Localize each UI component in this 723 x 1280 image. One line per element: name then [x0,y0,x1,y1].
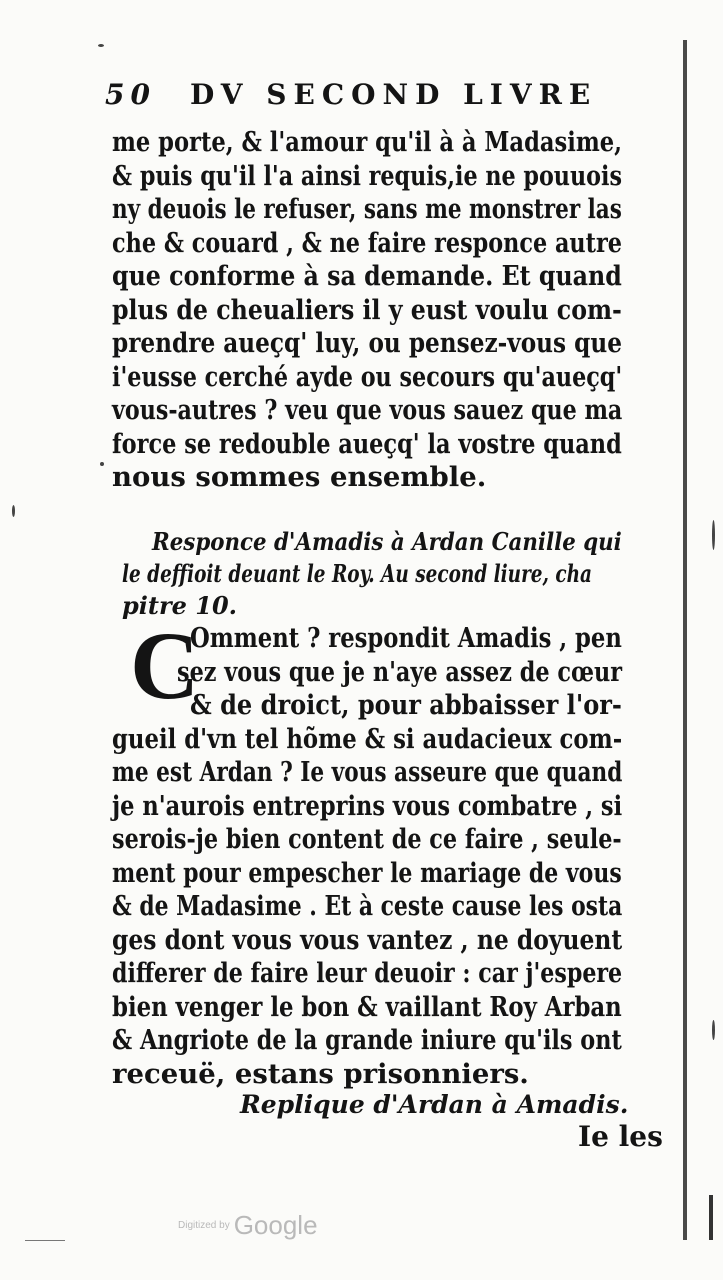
text-line: bien venger le bon & vaillant Roy Arban [112,990,622,1023]
text-line: & de Madasime . Et à ceste cause les osta [112,890,623,922]
paragraph-response [112,622,723,1091]
watermark-prefix: Digitized by [178,1220,230,1231]
page-edge-mark [709,1195,713,1240]
text-line: sez vous que je n'aye assez de cœur [177,655,623,688]
page-number: 50 [105,78,156,111]
text-line: serois-je bien content de ce faire , seule- [112,823,622,855]
text-line: me porte, & l'amour qu'il à à Madasime, [112,126,623,158]
text-line: ment pour empescher le mariage de vous [112,856,622,889]
text-line: & de droict, pour abbaisser l'or- [190,689,622,721]
section-heading [122,526,723,622]
text-line: receuë, estans prisonniers. [112,1057,529,1090]
text-line: & puis qu'il l'a ainsi requis,ie ne pouuois [112,159,622,192]
text-line: que conforme à sa demande. Et quand [112,260,622,292]
paragraph-continued [112,126,723,495]
running-header [105,78,598,118]
text-line: i'eusse cerché ayde ou secours qu'aueçq' [112,360,623,393]
text-line: prendre aueçq' luy, ou pensez-vous que [112,327,622,359]
text-line: force se redouble aueçq' la vostre quand [112,427,622,460]
text-line: ges dont vous vous vantez , ne doyuent [112,923,623,956]
digitized-watermark [178,1210,318,1241]
heading-line: le deffioit deuant le Roy. Au second liure, cha [122,559,593,588]
heading-line: Responce d'Amadis à Ardan Canille qui [152,527,622,556]
catchword: Ie les [578,1120,663,1153]
text-line: che & couard , & ne faire responce autre [112,226,622,259]
drop-capital: C [130,612,200,719]
text-line: nous sommes ensemble. [112,461,487,493]
text-line: Omment ? respondit Amadis , pen [190,622,622,654]
text-line: & Angriote de la grande iniure qu'ils ont [112,1024,622,1056]
text-line: me est Ardan ? Ie vous asseure que quand [112,756,623,788]
text-line: je n'aurois entreprins vous combatre , si [112,789,623,822]
running-title: DV SECOND LIVRE [190,78,598,111]
text-line: vous-autres ? veu que vous sauez que ma [112,394,623,426]
sub-heading: Replique d'Ardan à Amadis. [240,1090,629,1119]
text-line: differer de faire leur deuoir : car j'espere [112,957,623,989]
heading-line: pitre 10. [122,591,238,620]
footer-rule [25,1240,65,1241]
text-line: plus de cheualiers il y eust voulu com- [112,293,622,326]
text-line: gueil d'vn tel hõme & si audacieux com- [112,722,623,755]
text-line: ny deuois le refuser, sans me monstrer las [112,193,622,225]
watermark-brand: Google [233,1210,318,1240]
